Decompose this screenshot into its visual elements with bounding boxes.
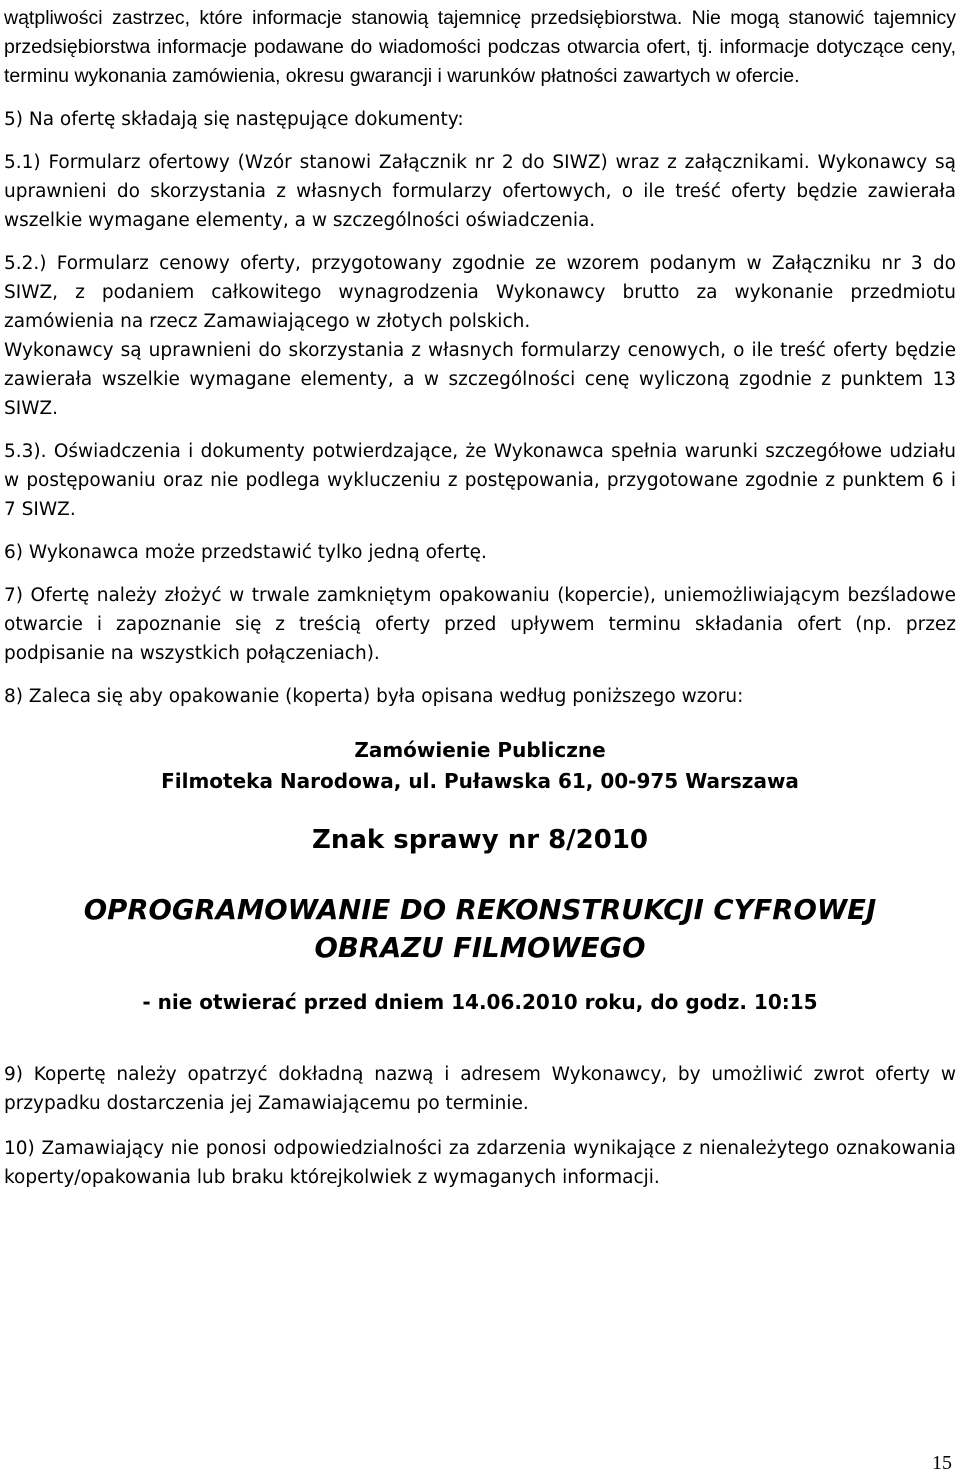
envelope-case-number: Znak sprawy nr 8/2010: [311, 825, 649, 855]
document-page: [4, 4, 956, 1192]
section-5-2-part-b: Wykonawcy są uprawnieni do skorzystania z własnych formularzy cenowych, o ile treść oferty będzie zawierała wszelkie wymagane elementy, a w szczególności cenę wyliczoną zgodnie z punktem 13 SIWZ.: [4, 340, 956, 419]
section-7: 7) Ofertę należy złożyć w trwale zamkniętym opakowaniu (kopercie), uniemożliwiającym bezśladowe otwarcie i zapoznanie się z treścią oferty przed upływem terminu składania ofert (np. przez podpisanie na wszystkich połączeniach).: [4, 585, 956, 664]
envelope-title-line-2: OBRAZU FILMOWEGO: [314, 932, 646, 964]
section-10: 10) Zamawiający nie ponosi odpowiedzialności za zdarzenia wynikające z nienależytego oznakowania koperty/opakowania lub braku którejkolwiek z wymaganych informacji.: [4, 1138, 956, 1188]
envelope-template: [4, 735, 956, 1018]
envelope-heading: Zamówienie Publiczne: [354, 738, 606, 762]
envelope-title-line-1: OPROGRAMOWANIE DO REKONSTRUKCJI CYFROWEJ: [83, 894, 877, 926]
section-5-3: 5.3). Oświadczenia i dokumenty potwierdzające, że Wykonawca spełnia warunki szczegółowe udziału w postępowaniu oraz nie podlega wykluczeniu z postępowania, przygotowane zgodnie z punktem 6 i 7 SIWZ.: [4, 441, 956, 520]
page-number: 15: [932, 1452, 952, 1474]
section-9: 9) Kopertę należy opatrzyć dokładną nazwą i adresem Wykonawcy, by umożliwić zwrot oferty w przypadku dostarczenia jej Zamawiającemu po terminie.: [4, 1064, 956, 1114]
section-8: 8) Zaleca się aby opakowanie (koperta) była opisana według poniższego wzoru:: [4, 686, 744, 707]
section-5-2-part-a: 5.2.) Formularz cenowy oferty, przygotowany zgodnie ze wzorem podanym w Załączniku nr 3 do SIWZ, z podaniem całkowitego wynagrodzenia Wykonawcy brutto za wykonanie przedmiotu zamówienia na rzecz Zamawiającego w złotych polskich.: [4, 253, 956, 332]
intro-paragraph: wątpliwości zastrzec, które informacje stanowią tajemnicę przedsiębiorstwa. Nie mogą stanowić tajemnicy przedsiębiorstwa informacje podawane do wiadomości podczas otwarcia ofert, tj. informacje dotyczące ceny, terminu wykonania zamówienia, okresu gwarancji i warunków płatności zawartych w ofercie.: [4, 7, 956, 87]
section-5-heading: 5) Na ofertę składają się następujące dokumenty:: [4, 109, 464, 130]
envelope-do-not-open-notice: - nie otwierać przed dniem 14.06.2010 roku, do godz. 10:15: [142, 990, 818, 1014]
section-6: 6) Wykonawca może przedstawić tylko jedną ofertę.: [4, 542, 487, 563]
envelope-address: Filmoteka Narodowa, ul. Puławska 61, 00-975 Warszawa: [161, 769, 799, 793]
section-5-1: 5.1) Formularz ofertowy (Wzór stanowi Załącznik nr 2 do SIWZ) wraz z załącznikami. Wykonawcy są uprawnieni do skorzystania z własnych formularzy ofertowych, o ile treść oferty będzie zawierała wszelkie wymagane elementy, a w szczególności oświadczenia.: [4, 152, 956, 231]
